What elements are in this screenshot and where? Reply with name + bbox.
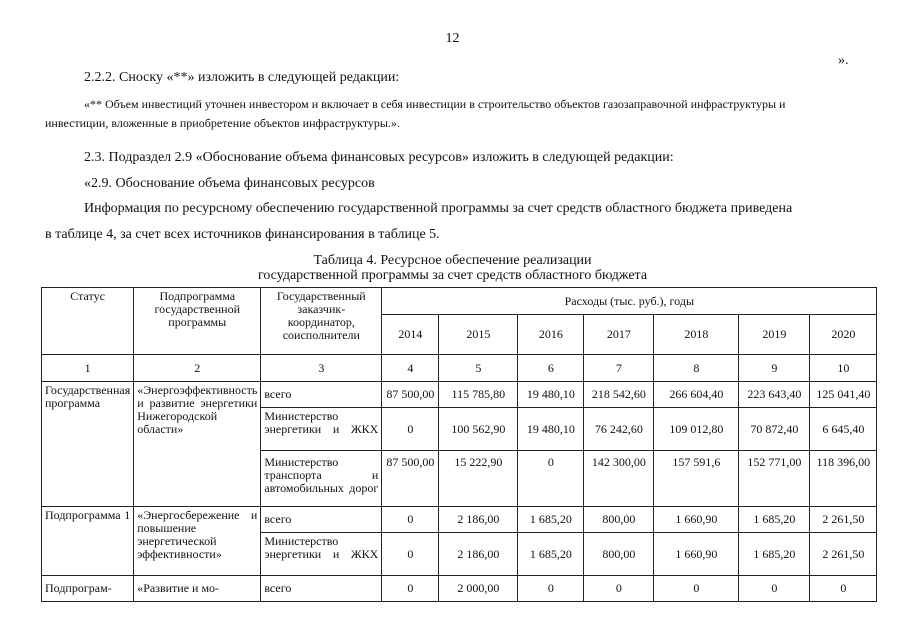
- footnote-text-line-2: инвестиции, вложенные в приобретение объектов инфраструктуры.».: [45, 116, 400, 130]
- value-cell: 1 685,20: [518, 533, 584, 576]
- page-number: 12: [445, 31, 460, 46]
- table-row: [42, 382, 877, 408]
- value-cell: 87 500,00: [382, 451, 439, 507]
- value-cell: 157 591,6: [654, 451, 739, 507]
- value-cell: 1 660,90: [654, 533, 739, 576]
- col-number: 4: [382, 355, 439, 382]
- value-cell: 142 300,00: [584, 451, 654, 507]
- year-2014: 2014: [382, 315, 439, 355]
- info-paragraph-line-2: в таблице 4, за счет всех источников финансирования в таблице 5.: [45, 227, 440, 242]
- value-cell: 800,00: [584, 533, 654, 576]
- row-status: Подпрограм-: [42, 576, 134, 602]
- year-2015: 2015: [439, 315, 518, 355]
- row-customer: всего: [261, 382, 382, 408]
- col-number: 3: [261, 355, 382, 382]
- table-row: [42, 576, 877, 602]
- paragraph-2-2-2: 2.2.2. Сноску «**» изложить в следующей редакции:: [84, 70, 400, 85]
- value-cell: 218 542,60: [584, 382, 654, 408]
- paragraph-2-3: 2.3. Подраздел 2.9 «Обоснование объема финансовых ресурсов» изложить в следующей редакции:: [84, 150, 674, 165]
- row-subprogram-name: «Энергоэффективность и развитие энергетики Нижегородской области»: [134, 382, 261, 507]
- value-cell: 2 261,50: [810, 507, 877, 533]
- col-number: 6: [518, 355, 584, 382]
- value-cell: 0: [739, 576, 810, 602]
- value-cell: 0: [382, 507, 439, 533]
- table-caption-line-1: Таблица 4. Ресурсное обеспечение реализации: [313, 253, 592, 268]
- value-cell: 19 480,10: [518, 408, 584, 451]
- resource-table: [41, 287, 877, 602]
- value-cell: 19 480,10: [518, 382, 584, 408]
- header-subprogram: Подпрограмма государственной программы: [134, 288, 261, 355]
- value-cell: 800,00: [584, 507, 654, 533]
- value-cell: 2 000,00: [439, 576, 518, 602]
- value-cell: 2 186,00: [439, 533, 518, 576]
- col-number: 9: [739, 355, 810, 382]
- value-cell: 15 222,90: [439, 451, 518, 507]
- table-row: [42, 507, 877, 533]
- row-customer: всего: [261, 507, 382, 533]
- col-number: 5: [439, 355, 518, 382]
- value-cell: 100 562,90: [439, 408, 518, 451]
- row-status: Государственная программа: [42, 382, 134, 507]
- value-cell: 0: [518, 576, 584, 602]
- footnote-text-line-1: «** Объем инвестиций уточнен инвестором и включает в себя инвестиции в строительство объектов газозаправочной инфраструктуры и: [84, 97, 786, 111]
- value-cell: 1 685,20: [739, 507, 810, 533]
- col-number: 7: [584, 355, 654, 382]
- year-2020: 2020: [810, 315, 877, 355]
- col-number: 2: [134, 355, 261, 382]
- value-cell: 0: [810, 576, 877, 602]
- header-expenses: Расходы (тыс. руб.), годы: [382, 288, 877, 315]
- row-customer: Министерство энергетики и ЖКХ: [261, 533, 382, 576]
- row-subprogram-name: «Энергосбережение и повышение энергетической эффективности»: [134, 507, 261, 576]
- value-cell: 125 041,40: [810, 382, 877, 408]
- year-2019: 2019: [739, 315, 810, 355]
- info-paragraph-line-1: Информация по ресурсному обеспечению государственной программы за счет средств областного бюджета приведена: [84, 201, 793, 216]
- value-cell: 0: [584, 576, 654, 602]
- value-cell: 1 685,20: [518, 507, 584, 533]
- column-number-row: [42, 355, 877, 382]
- value-cell: 1 660,90: [654, 507, 739, 533]
- header-status: Статус: [42, 288, 134, 355]
- header-customer: Государственный заказчик-координатор, соисполнители: [261, 288, 382, 355]
- value-cell: 87 500,00: [382, 382, 439, 408]
- value-cell: 6 645,40: [810, 408, 877, 451]
- value-cell: 76 242,60: [584, 408, 654, 451]
- col-number: 8: [654, 355, 739, 382]
- col-number: 1: [42, 355, 134, 382]
- col-number: 10: [810, 355, 877, 382]
- value-cell: 0: [518, 451, 584, 507]
- value-cell: 152 771,00: [739, 451, 810, 507]
- year-2016: 2016: [518, 315, 584, 355]
- section-2-9-title: «2.9. Обоснование объема финансовых ресурсов: [84, 176, 375, 191]
- value-cell: 2 261,50: [810, 533, 877, 576]
- value-cell: 0: [382, 576, 439, 602]
- value-cell: 0: [382, 533, 439, 576]
- value-cell: 2 186,00: [439, 507, 518, 533]
- row-status: Подпрограмма 1: [42, 507, 134, 576]
- end-quote: ».: [838, 53, 849, 68]
- value-cell: 118 396,00: [810, 451, 877, 507]
- table-caption-line-2: государственной программы за счет средств областного бюджета: [257, 268, 648, 283]
- value-cell: 115 785,80: [439, 382, 518, 408]
- value-cell: 0: [382, 408, 439, 451]
- value-cell: 0: [654, 576, 739, 602]
- value-cell: 1 685,20: [739, 533, 810, 576]
- year-2018: 2018: [654, 315, 739, 355]
- value-cell: 266 604,40: [654, 382, 739, 408]
- year-2017: 2017: [584, 315, 654, 355]
- row-customer: Министерство транспорта и автомобильных дорог: [261, 451, 382, 507]
- value-cell: 223 643,40: [739, 382, 810, 408]
- row-customer: Министерство энергетики и ЖКХ: [261, 408, 382, 451]
- value-cell: 70 872,40: [739, 408, 810, 451]
- row-subprogram-name: «Развитие и мо-: [134, 576, 261, 602]
- row-customer: всего: [261, 576, 382, 602]
- value-cell: 109 012,80: [654, 408, 739, 451]
